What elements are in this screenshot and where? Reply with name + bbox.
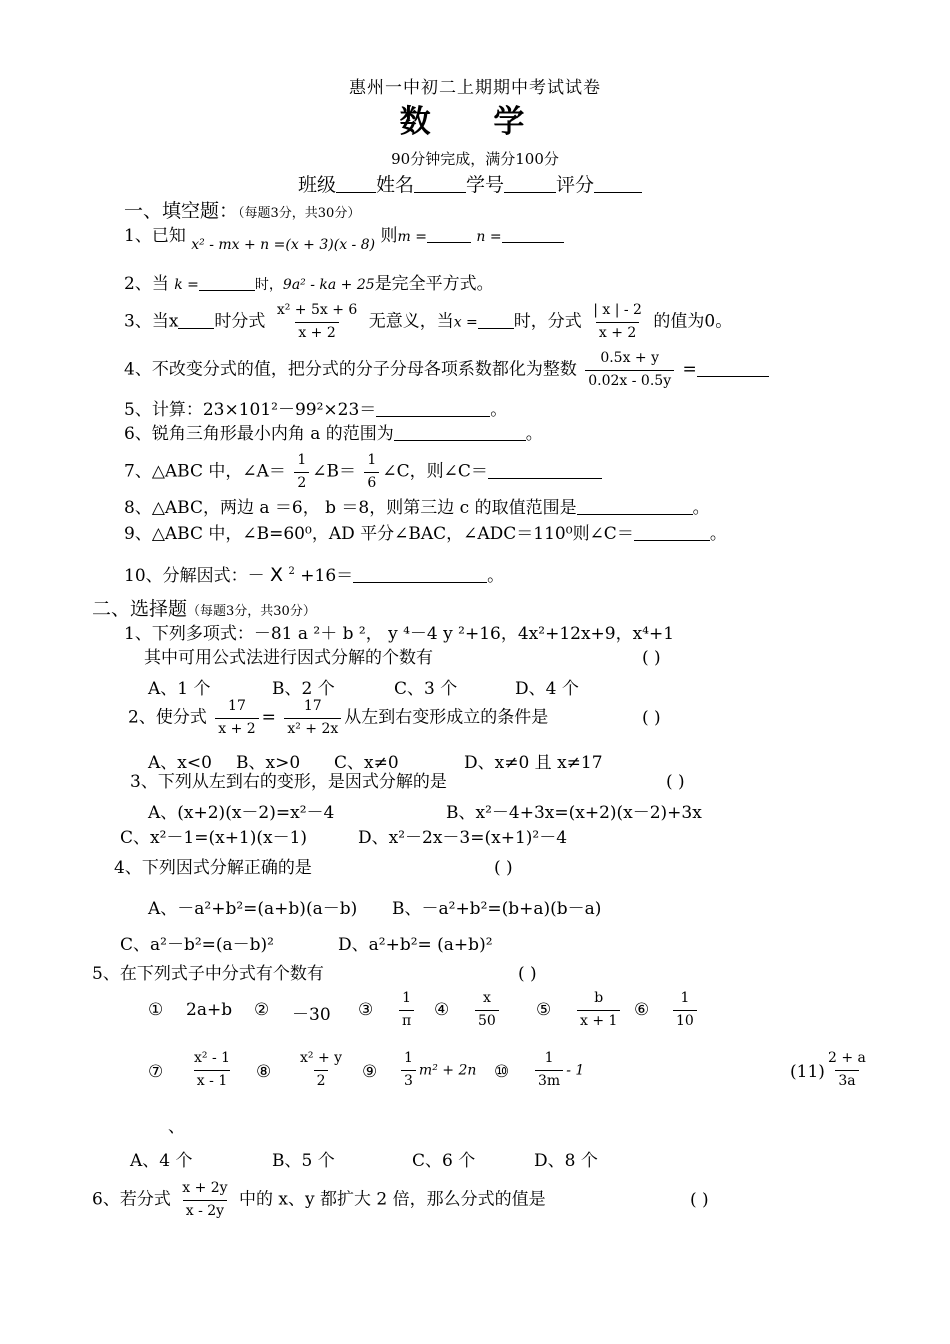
- q1-n-blank[interactable]: [502, 226, 564, 243]
- s1-q9: 9、△ABC 中，∠B=60⁰，AD 平分∠BAC，∠ADC＝110⁰则∠C＝ 。: [124, 524, 727, 544]
- s2-q3: 3、下列从左到右的变形，是因式分解的是: [130, 772, 447, 792]
- field-score-label: 评分: [556, 174, 595, 196]
- q5-item-9-mark: ⑨: [362, 1062, 378, 1082]
- q5-item-9: $\frac{1}{3}$ m² + 2n: [398, 1050, 476, 1090]
- s2-q6: 6、若分式 $\frac{x + 2y}{x - 2y}$ 中的 x、y 都扩大 2 倍，那么分式的值是: [92, 1180, 546, 1219]
- q9-blank[interactable]: [634, 524, 710, 541]
- q5-blank[interactable]: [376, 400, 490, 417]
- s2-q4: 4、下列因式分解正确的是: [114, 858, 312, 878]
- s2-q2-answer[interactable]: ( ): [642, 708, 661, 728]
- q5-item-10-mark: ⑩: [494, 1062, 510, 1082]
- field-class-label: 班级: [298, 174, 337, 196]
- q5-item-6: $\frac{1}{10}$: [670, 990, 700, 1030]
- s2-q1-opt-a[interactable]: A、1 个: [148, 679, 211, 699]
- field-name-blank[interactable]: [414, 176, 466, 193]
- s1-q7: 7、△ABC 中，∠A＝ $\frac{1}{2}$ ∠B＝ $\frac{1}{6}$ ∠C，则∠C＝: [124, 452, 602, 492]
- q2-k-blank[interactable]: [199, 274, 255, 291]
- field-class-blank[interactable]: [336, 176, 376, 193]
- s2-q5-opt-d[interactable]: D、8 个: [534, 1151, 598, 1171]
- time-note: 90分钟完成，满分100分: [391, 150, 559, 168]
- s2-q5: 5、在下列式子中分式有个数有: [92, 964, 324, 984]
- s2-q3-opt-b[interactable]: B、x²－4+3x=(x+2)(x－2)+3x: [446, 803, 702, 823]
- s1-q8: 8、△ABC，两边 a ＝6， b ＝8，则第三边 c 的取值范围是 。: [124, 498, 710, 518]
- q10-blank[interactable]: [353, 566, 487, 583]
- s2-q5-opt-a[interactable]: A、4 个: [130, 1151, 193, 1171]
- q6-blank[interactable]: [394, 424, 526, 441]
- s2-q4-opt-d[interactable]: D、a²+b²= (a+b)²: [338, 935, 493, 955]
- s2-q1-line1: 1、下列多项式：－81 a ²＋ b ²， y ⁴－4 y ²+16，4x²+12x+9，x⁴+1: [124, 624, 675, 644]
- s2-q1-line2: 其中可用公式法进行因式分解的个数有: [144, 648, 433, 668]
- q5-item-5-mark: ⑤: [536, 1000, 552, 1020]
- s2-q2-opt-a[interactable]: A、x<0: [148, 753, 212, 773]
- q5-item-1: 2a+b: [186, 1000, 233, 1020]
- s1-q10: 10、分解因式：－ X $^2$ +16＝ 。: [124, 564, 505, 586]
- s1-q6: 6、锐角三角形最小内角 a 的范围为 。: [124, 424, 543, 444]
- q3-x-blank[interactable]: [178, 312, 214, 329]
- s2-q1-answer[interactable]: ( ): [642, 648, 661, 668]
- section2-title: 二、选择题: [92, 598, 188, 620]
- q5-item-6-mark: ⑥: [634, 1000, 650, 1020]
- s1-q1: 1、已知 $_{x^2 - mx + n =(x + 3)(x - 8)}$ 则m = n =: [124, 226, 564, 246]
- field-id-label: 学号: [466, 174, 505, 196]
- s2-q1-opt-b[interactable]: B、2 个: [272, 679, 335, 699]
- s2-q2-opt-c[interactable]: C、x≠0: [334, 753, 399, 773]
- s2-q4-opt-c[interactable]: C、a²－b²=(a－b)²: [120, 935, 274, 955]
- s2-q4-answer[interactable]: ( ): [494, 858, 513, 878]
- q5-item-5: $\frac{b}{x + 1}$: [574, 990, 623, 1030]
- q1-m-blank[interactable]: [427, 226, 471, 243]
- field-id-blank[interactable]: [504, 176, 556, 193]
- q3-fraction2: $\frac{| x | - 2}{x + 2}$: [593, 302, 642, 341]
- s2-q4-opt-b[interactable]: B、－a²+b²=(b+a)(b－a): [392, 899, 602, 919]
- q5-item-3-mark: ③: [358, 1000, 374, 1020]
- s2-q3-answer[interactable]: ( ): [666, 772, 685, 792]
- q5-item-11-mark: (11): [790, 1062, 825, 1082]
- s2-q6-answer[interactable]: ( ): [690, 1190, 709, 1210]
- s2-q3-opt-a[interactable]: A、(x+2)(x－2)=x²－4: [148, 803, 335, 823]
- q7-blank[interactable]: [488, 462, 602, 479]
- s2-q1-opt-d[interactable]: D、4 个: [515, 679, 579, 699]
- info-fields: [298, 174, 642, 197]
- q5-item-3: $\frac{1}{\pi}$: [396, 990, 417, 1030]
- q4-blank[interactable]: [697, 360, 769, 377]
- section2-heading: [92, 598, 316, 621]
- s2-q4-opt-a[interactable]: A、－a²+b²=(a+b)(a－b): [148, 899, 358, 919]
- q8-blank[interactable]: [577, 498, 693, 515]
- s2-q5-opt-c[interactable]: C、6 个: [412, 1151, 476, 1171]
- s1-q2: 2、当 k = 时，9a² - ka + 25是完全平方式。: [124, 274, 494, 294]
- q5-item-2-mark: ②: [254, 1000, 270, 1020]
- field-score-blank[interactable]: [594, 176, 642, 193]
- s2-q5-opt-b[interactable]: B、5 个: [272, 1151, 335, 1171]
- q5-item-11: $\frac{2 + a}{3a}$: [828, 1050, 866, 1089]
- q5-item-10: $\frac{1}{3m}$ - 1: [532, 1050, 584, 1090]
- q5-item-4: $\frac{x}{50}$: [472, 990, 502, 1030]
- q5-item-8: $\frac{\text{x² + y}}{2}$: [300, 1050, 343, 1089]
- s2-q1-opt-c[interactable]: C、3 个: [394, 679, 458, 699]
- q5-item-1-mark: ①: [148, 1000, 164, 1020]
- s2-q2-opt-b[interactable]: B、x>0: [236, 753, 301, 773]
- q5-item-7-mark: ⑦: [148, 1062, 164, 1082]
- q5-item-4-mark: ④: [434, 1000, 450, 1020]
- section2-note: （每题3分，共30分）: [187, 604, 316, 619]
- school-title: 惠州一中初二上期期中考试试卷: [349, 78, 601, 98]
- subject-title: 数 学: [399, 104, 551, 140]
- s2-q5-answer[interactable]: ( ): [518, 964, 537, 984]
- s2-q3-opt-c[interactable]: C、x²－1=(x+1)(x－1): [120, 828, 308, 848]
- s2-q3-opt-d[interactable]: D、x²－2x－3=(x+1)²－4: [358, 828, 568, 848]
- s1-q5: 5、计算：23×101²－99²×23＝ 。: [124, 400, 508, 420]
- q6-fraction: $\frac{x + 2y}{x - 2y}$: [182, 1180, 228, 1219]
- q3-x2-blank[interactable]: [478, 312, 514, 329]
- q3-fraction1: $\frac{\text{x² + 5x + 6}}{x + 2}$: [276, 302, 358, 341]
- q5-item-2: －30: [292, 1005, 331, 1025]
- q4-fraction: $\frac{0.5x + y}{0.02x - 0.5y}$: [585, 350, 674, 390]
- s2-q2-opt-d[interactable]: D、x≠0 且 x≠17: [464, 753, 603, 773]
- q5-mark: 、: [168, 1117, 185, 1137]
- section1-note: （每题3分，共30分）: [238, 206, 361, 221]
- section1-title: 一、填空题：: [124, 200, 239, 222]
- q5-item-8-mark: ⑧: [256, 1062, 272, 1082]
- s1-q3: 3、当x 时分式 $\frac{\text{x² + 5x + 6}}{x + 2}$ 无意义，当x = 时，分式 $\frac{| x | - 2}{x + 2}$ 的值为0。: [124, 302, 733, 341]
- s1-q4: 4、不改变分式的值，把分式的分子分母各项系数都化为整数 $\frac{0.5x + y}{0.02x - 0.5y}$ =: [124, 350, 769, 390]
- section1-heading: [124, 200, 360, 223]
- field-name-label: 姓名: [376, 174, 415, 196]
- s2-q2: 2、使分式 $\frac{17}{x + 2}$ = $\frac{17}{\text{x² + 2x}}$ 从左到右变形成立的条件是: [128, 698, 549, 737]
- q5-item-7: $\frac{\text{x² - 1}}{x - 1}$: [194, 1050, 231, 1089]
